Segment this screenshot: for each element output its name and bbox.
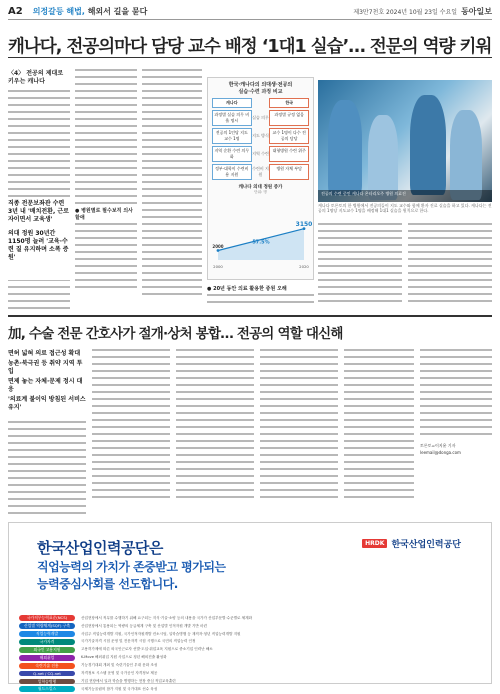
- article1-column-4: [207, 286, 314, 310]
- article2-byline: 토론토=이지윤 기자 leemail@donga.com: [420, 443, 461, 455]
- ad-service-row: [19, 631, 481, 638]
- ad-service-row: [19, 639, 481, 646]
- article2-column-6: [420, 348, 492, 508]
- infographic-row: 전공의 1인당 지도 교수 1명 지도 방식 교수 1명이 다수 전공의 담당: [212, 128, 309, 144]
- ad-service-description: 기업 현장에서 일과 학습을 병행하는 현장 중심 직업교육훈련: [81, 678, 176, 683]
- ad-service-label: 외국인 고용지원: [19, 647, 75, 653]
- article2-lead-b: 농촌·북극권 등 취약 지역 투입: [8, 360, 83, 375]
- ad-service-description: 산업현장에서 직무를 수행하기 위해 요구되는 지식·기술·소양 등의 내용을 국가가 산업부문별·수준별로 체계화: [81, 615, 253, 620]
- chart-point: [217, 249, 220, 252]
- infographic-row: 정부·대학이 수련비용 지원 수련비 지원 병원 자체 부담: [212, 164, 309, 180]
- ad-service-description: 국가기술자격 시험 운영 및 전문자격 시험 시행으로 국민의 직업능력 인정: [81, 639, 196, 644]
- ad-service-label: 국가자격: [19, 639, 75, 645]
- ad-service-label: 숙련기술 진흥: [19, 663, 75, 669]
- chart-data-label: 3150: [295, 221, 313, 229]
- ad-service-description: 고용허가제에 따른 외국인근로자 선발·도입·취업교육 지원으로 중소기업 인력난 해소: [81, 647, 213, 652]
- ad-service-row: [19, 662, 481, 669]
- enrollment-chart: [212, 207, 313, 275]
- article1-headline: 캐나다, 전공의마다 담당 교수 배정 ‘1대1 실습’… 전문의 역량 키워: [8, 37, 492, 57]
- hrdk-advertisement: [8, 522, 492, 692]
- hrdk-logo: [362, 537, 461, 550]
- ad-slogan-line-2: 능력중심사회를 선도합니다.: [37, 577, 178, 591]
- chart-annotation: 57.5%: [252, 239, 270, 246]
- section-head-a: 직종 전문보좌관 수련 3년 내 '배치전환, 근로자이면서 교육생': [8, 200, 69, 223]
- photo-overlay-caption: 전공의 수련 중인 캐나다 온타리오주 병원 의료진: [318, 190, 492, 202]
- infographic-subtitle: 실습·수련 과정 비교: [238, 89, 283, 95]
- comparison-infographic: [207, 77, 314, 280]
- article2-column-4: [260, 348, 338, 508]
- article2-lead-d: '의료계 불이익 방침된 서비스 유지': [8, 396, 86, 411]
- ad-service-description: 사업주 직업능력개발 지원, 국가인적자원개발 컨소시엄, 일학습병행 등 재직자·청년 직업능력개발 지원: [81, 631, 241, 636]
- ad-org-name: 한국산업인력공단은: [37, 539, 163, 557]
- ad-service-row: [19, 647, 481, 654]
- chart-data-label: 2000: [212, 244, 224, 249]
- ad-service-description: 기능경기대회 개최 및 숙련기술인 우대 문화 조성: [81, 663, 158, 668]
- masthead: [8, 4, 492, 20]
- paper-name: 동아일보: [461, 7, 492, 16]
- bottom-subhead: ● 20년 동안 의료 활용한 증원 오해: [207, 286, 287, 292]
- canada-label: 캐나다: [212, 98, 252, 108]
- ad-service-label: 직업능력개발: [19, 631, 75, 637]
- section-divider: [8, 315, 492, 317]
- ad-service-row: [19, 670, 481, 677]
- page-number: A2: [8, 6, 23, 17]
- ad-service-label: Q-net / CQ-net: [19, 671, 75, 677]
- hrdk-logo-mark: HRDK: [362, 539, 387, 548]
- ad-service-description: 자격정보 시스템 운영 및 국가공인 자격정보 제공: [81, 671, 158, 676]
- infographic-row: 지역 순환 수련 의무화 지역 수련 대형병원 수련 위주: [212, 146, 309, 162]
- ad-service-row: [19, 623, 481, 630]
- ad-service-label: 해외취업: [19, 655, 75, 661]
- infographic-row: 과정별 실습 의무 비율 명시 실습 의무 과정별 규정 없음: [212, 110, 309, 126]
- headline-rule: [8, 57, 492, 58]
- ad-service-description: 국제기능올림픽 참가 지원 및 국가대표 선수 육성: [81, 686, 158, 691]
- ad-service-list: [19, 615, 481, 694]
- korea-label: 한국: [269, 98, 309, 108]
- article1-column-3: [142, 68, 202, 308]
- section-head-b: 의대 정원 30년간 1150명 늘려 '교육·수련 질 유지하며 소폭 증원': [8, 230, 69, 261]
- article1-column-2: [75, 68, 137, 308]
- article1-section-heads: [8, 200, 70, 280]
- ad-service-label: 산업별 역량체계(SQF) 구축: [19, 623, 75, 629]
- article2-column-2: [92, 348, 170, 508]
- infographic-header-row: [212, 98, 309, 108]
- article1-column-5: [318, 222, 402, 310]
- ad-service-label: 월드스킬스: [19, 686, 75, 692]
- chart-title: 캐나다 의대 정원 증가: [238, 185, 283, 190]
- ad-service-description: 산업현장에서 통용되는 역량의 등급체계 구축 및 산업별 인적자원 개발 기반 마련: [81, 623, 207, 628]
- ad-service-description: K-Move 해외취업 지원 사업으로 청년 해외진출 활성화: [81, 655, 167, 660]
- article2-lead-a: 면허 넓혀 의료 접근성 확대: [8, 350, 81, 357]
- chart-x-tick: 2000: [213, 264, 223, 269]
- article2-column-3: [176, 348, 254, 508]
- hrdk-logo-text: 한국산업인력공단: [391, 540, 461, 550]
- ad-service-row: [19, 678, 481, 685]
- ad-slogan-line-1: 직업능력의 가치가 존중받고 평가되는: [37, 560, 226, 574]
- section-title: 의정갈등 해법, 해외서 길을 묻다: [32, 7, 148, 16]
- issue-info: 제3만7천호 2024년 10월 23일 수요일 동아일보: [353, 7, 492, 16]
- inline-subhead: ● 병원별로 필수보직 의사 할애: [75, 208, 133, 221]
- article2-lead-c: 면제 놓는 자체·문제 정시 대응: [8, 378, 83, 393]
- article1-column-6: [408, 222, 492, 310]
- ad-service-row: [19, 615, 481, 622]
- infographic-title: 한국·캐나다의 의대생·전공의: [228, 82, 293, 88]
- article2-column-1: [8, 350, 86, 510]
- article1-photo: [318, 80, 492, 202]
- ad-service-label: 국가직무능력표준(NCS): [19, 615, 75, 621]
- ad-service-label: 일학습병행: [19, 679, 75, 685]
- article2-headline: 加, 수술 전문 간호사가 절개·상처 봉합… 전공의 역할 대신해: [8, 326, 343, 342]
- chart-unit: 단위: 명: [254, 190, 267, 194]
- ad-service-row: [19, 654, 481, 661]
- chart-x-tick: 2020: [299, 264, 309, 269]
- ad-service-row: [19, 686, 481, 693]
- photo-caption: 캐나다 토론토의 한 병원에서 전공의들이 지도 교수와 함께 환자 진료 실습을 하고 있다. 캐나다는 전공의 1명당 지도교수 1명을 배정해 1대1 실습을 원칙으로 한다.: [318, 203, 492, 213]
- article1-subhead: 〈4〉 전공의 제대로 키우는 캐나다: [8, 70, 64, 85]
- article2-column-5: [344, 348, 414, 508]
